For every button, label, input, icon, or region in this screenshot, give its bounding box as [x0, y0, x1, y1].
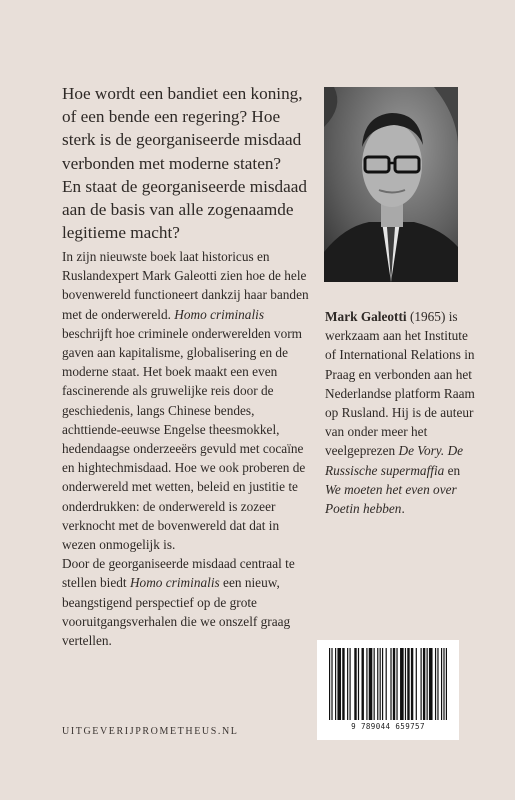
barcode-bar: [446, 648, 447, 720]
intro-line: Hoe wordt een bandiet een koning,: [62, 84, 303, 103]
barcode-bar: [396, 648, 397, 720]
barcode-bar: [354, 648, 356, 720]
barcode-bar: [405, 648, 406, 720]
author-bio: Mark Galeotti (1965) is werkzaam aan het Institute of International Relations in Praag en verbonden aan het Nederlandse platform Raam op Rusland. Hij is de auteur van onder meer het veelgeprezen De Vory. De Russische supermaffia en We moeten het even over Poetin hebben.: [325, 309, 475, 517]
barcode-bar: [362, 648, 364, 720]
barcode-bar: [377, 648, 378, 720]
barcode-bar: [400, 648, 404, 720]
barcode-bar: [366, 648, 367, 720]
intro-line: aan de basis van alle zogenaamde: [62, 200, 294, 220]
author-photo: [324, 87, 458, 282]
author-years: (1965): [409, 309, 446, 324]
barcode-bar: [382, 648, 383, 720]
barcode-bar: [369, 648, 373, 720]
book-title: Homo criminalis: [174, 306, 265, 322]
author-name: Mark Galeotti: [325, 309, 407, 324]
barcode-bar: [342, 648, 344, 720]
barcode-bar: [390, 648, 391, 720]
barcode-bars: [329, 648, 447, 720]
isbn-number: 9 789044 659757: [351, 722, 425, 731]
blurb-paragraph-1: In zijn nieuwste boek laat historicus en Ruslandexpert Mark Galeotti zien hoe de hele bovenwereld functioneert dankzij haar banden met de onderwereld. Homo criminalis beschrijft hoe criminele onderwerelden vorm gaven aan kapitalisme, globalisering en de moderne staat. Het boek maakt een even fascinerende als gruwelijke reis door de geschiedenis, langs Chinese bendes, achttiende-eeuwse Engelse theesmokkel, hedendaagse onderzeeërs gevuld met cocaïne en hightechmisdaad. Hoe we ook proberen de onderwereld met wetten, beleid en justitie te onderdrukken: de onderwereld is zozeer verknocht met de bovenwereld dat dat in wezen onmogelijk is.: [62, 249, 309, 553]
book-title: We moeten het even over Poetin hebben: [325, 481, 457, 517]
barcode-bar: [423, 648, 425, 720]
intro-line: sterk is de georganiseerde misdaad: [62, 130, 302, 150]
isbn-barcode: [317, 640, 459, 740]
barcode-bar: [421, 648, 422, 720]
barcode-bar: [429, 648, 433, 720]
blurb: [62, 247, 312, 650]
barcode-bar: [416, 648, 417, 720]
barcode-bar: [335, 648, 336, 720]
barcode-bar: [411, 648, 413, 720]
intro-question: [62, 82, 312, 244]
intro-line: of een bende een regering? Hoe: [62, 107, 281, 127]
intro-line: verbonden met moderne staten?: [62, 153, 282, 173]
intro-line: En staat de georganiseerde misdaad: [62, 176, 307, 196]
barcode-bar: [374, 648, 375, 720]
blurb-paragraph-2: Door de georganiseerde misdaad centraal te stellen biedt Homo criminalis een nieuw, beangstigend perspectief op de grote vooruitgangsverhalen die we onszelf graag vertellen.: [62, 556, 295, 649]
barcode-bar: [441, 648, 442, 720]
intro-line: legitieme macht?: [62, 223, 180, 243]
barcode-bar: [337, 648, 341, 720]
barcode-bar: [347, 648, 348, 720]
barcode-bar: [437, 648, 438, 720]
barcode-bar: [407, 648, 409, 720]
barcode-bar: [329, 648, 330, 720]
barcode-bar: [331, 648, 332, 720]
barcode-bar: [358, 648, 359, 720]
barcode-bar: [380, 648, 381, 720]
publisher-url: UITGEVERIJPROMETHEUS.NL: [62, 726, 239, 737]
barcode-bar: [349, 648, 350, 720]
barcode-bar: [393, 648, 395, 720]
barcode-bar: [427, 648, 428, 720]
barcode-bar: [386, 648, 387, 720]
book-title: Homo criminalis: [129, 575, 220, 591]
author-portrait-image: [324, 87, 458, 282]
book-title: De Vory. De Russische supermaffia: [325, 443, 464, 478]
barcode-bar: [443, 648, 444, 720]
barcode-bar: [435, 648, 436, 720]
